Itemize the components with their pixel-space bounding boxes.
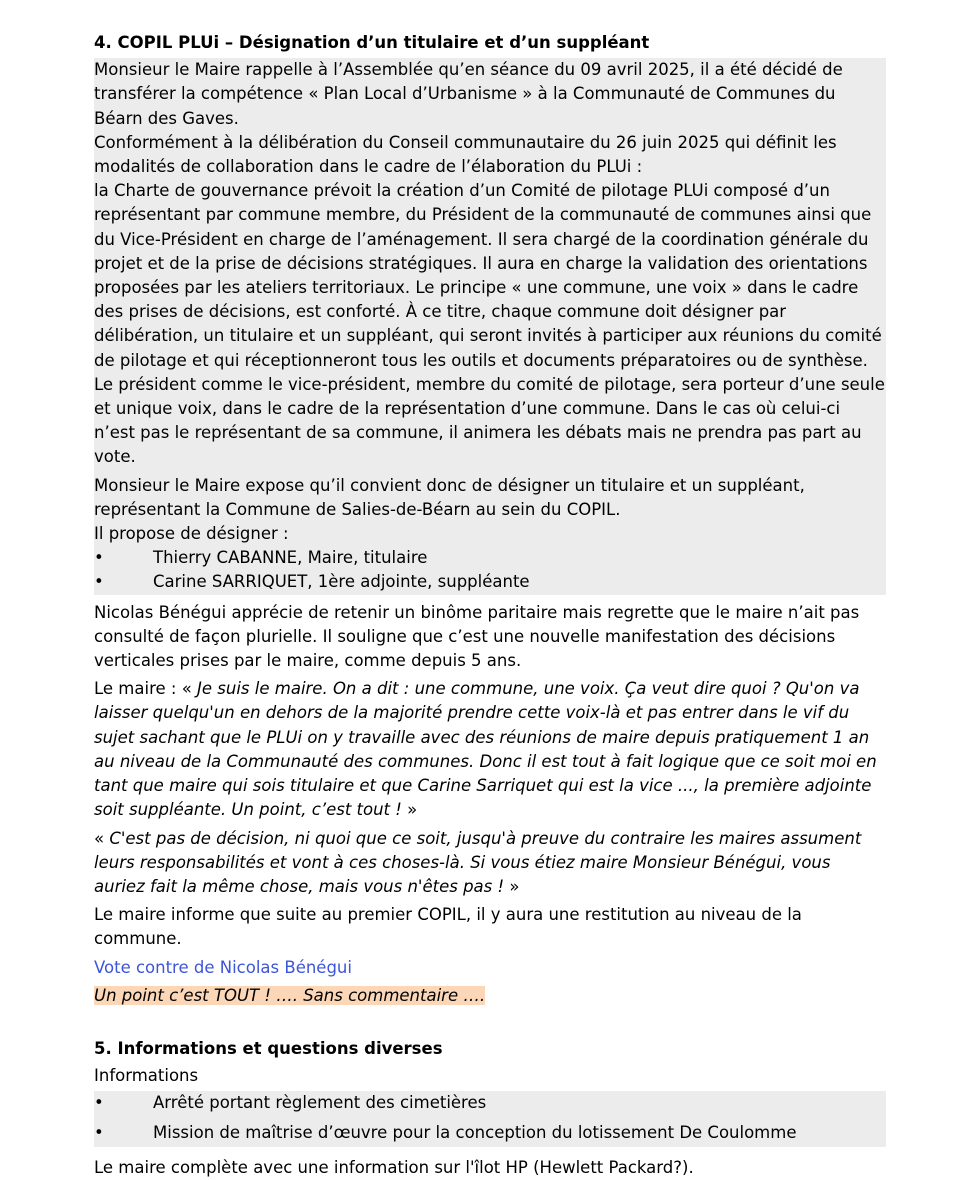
paragraph-maire-quote-2 <box>94 827 886 900</box>
comment-line <box>94 984 886 1008</box>
bullet-icon: • <box>94 1122 104 1142</box>
candidate-titulaire: Thierry CABANNE, Maire, titulaire <box>153 548 428 568</box>
paragraph-restitution: Le maire informe que suite au premier COPIL, il y aura une restitution au niveau de la commune. <box>94 905 802 949</box>
quote-close: » <box>504 876 520 896</box>
quote-open: « <box>94 828 110 848</box>
highlighted-comment: Un point c’est TOUT ! …. Sans commentaire …. <box>94 985 486 1005</box>
list-item <box>94 1091 886 1118</box>
paragraph-benegui: Nicolas Bénégui apprécie de retenir un binôme paritaire mais regrette que le maire n’ait pas consulté de façon plurielle. Il souligne que c’est une nouvelle manifestation des décisions verticales prises par le maire, comme depuis 5 ans. <box>94 602 860 671</box>
quote-close: » <box>401 800 418 820</box>
paragraph-maire-quote <box>94 677 886 822</box>
grey-shaded-block <box>94 58 886 594</box>
list-item <box>94 546 886 570</box>
paragraph-propose: Il propose de désigner : <box>94 524 289 544</box>
bullet-icon: • <box>94 1093 104 1113</box>
paragraph-deliberation: Conformément à la délibération du Conseil communautaire du 26 juin 2025 qui définit les modalités de collaboration dans le cadre de l’élaboration du PLUi : <box>94 132 837 177</box>
list-item <box>94 570 886 594</box>
bullet-icon: • <box>94 572 104 592</box>
quote-text-1: Je suis le maire. On a dit : une commune, une voix. Ça veut dire quoi ? Qu'on va laisser quelqu'un en dehors de la majorité prendre cette voix-là et pas entrer dans le vif du sujet sachant que le PLUi on y travaille avec des réunions de maire depuis pratiquement 1 an au niveau de la Communauté des communes. Donc il est tout à fait logique que ce soit moi en tant que maire qui sois titulaire et que Carine Sarriquet qui est la vice ..., la première adjointe soit suppléante. Un point, c’est tout ! <box>94 679 877 820</box>
paragraph-charte: la Charte de gouvernance prévoit la création d’un Comité de pilotage PLUi composé d’un représentant par commune membre, du Président de la communauté de communes ainsi que du Vice-Président en charge de l’aménagement. Il sera chargé de la coordination générale du projet et de la prise de décisions stratégiques. Il aura en charge la validation des orientations proposées par les ateliers territoriaux. Le principe « une commune, une voix » dans le cadre des prises de décisions, est conforté. À ce titre, chaque commune doit désigner par délibération, un titulaire et un suppléant, qui seront invités à participer aux réunions du comité de pilotage et qui réceptionneront tous les outils et documents préparatoires ou de synthèse. Le président comme le vice-président, membre du comité de pilotage, sera porteur d’une seule et unique voix, dans le cadre de la représentation d’une commune. Dans le cas où celui-ci n’est pas le représentant de sa commune, il animera les débats mais ne prendra pas part au vote. <box>94 181 885 467</box>
info-item-lotissement: Mission de maîtrise d’œuvre pour la conception du lotissement De Coulomme <box>153 1122 797 1142</box>
quote-text-2: C'est pas de décision, ni quoi que ce soit, jusqu'à preuve du contraire les maires assument leurs responsabilités et vont à ces choses-là. Si vous étiez maire Monsieur Bénégui, vous auriez fait la même chose, mais vous n'êtes pas ! <box>94 828 862 896</box>
section-5-title: 5. Informations et questions diverses <box>94 1038 443 1058</box>
vote-against-note: Vote contre de Nicolas Bénégui <box>94 957 352 977</box>
info-item-cimetieres: Arrêté portant règlement des cimetières <box>153 1093 487 1113</box>
bullet-icon: • <box>94 548 104 568</box>
candidate-suppleante: Carine SARRIQUET, 1ère adjointe, suppléante <box>153 572 530 592</box>
section-4-title: 4. COPIL PLUi – Désignation d’un titulaire et d’un suppléant <box>94 33 650 52</box>
paragraph-expose: Monsieur le Maire expose qu’il convient donc de désigner un titulaire et un suppléant, représentant la Commune de Salies-de-Béarn au sein du COPIL. <box>94 475 805 519</box>
paragraph-transfer: Monsieur le Maire rappelle à l’Assemblée qu’en séance du 09 avril 2025, il a été décidé de transférer la compétence « Plan Local d’Urbanisme » à la Communauté de Communes du Béarn des Gaves. <box>94 60 843 128</box>
info-list <box>94 1091 886 1146</box>
paragraph-closing: Le maire complète avec une information sur l'îlot HP (Hewlett Packard?). <box>94 1157 694 1177</box>
quote-prefix: Le maire : « <box>94 679 198 699</box>
informations-subtitle: Informations <box>94 1066 199 1086</box>
list-item <box>94 1119 886 1147</box>
